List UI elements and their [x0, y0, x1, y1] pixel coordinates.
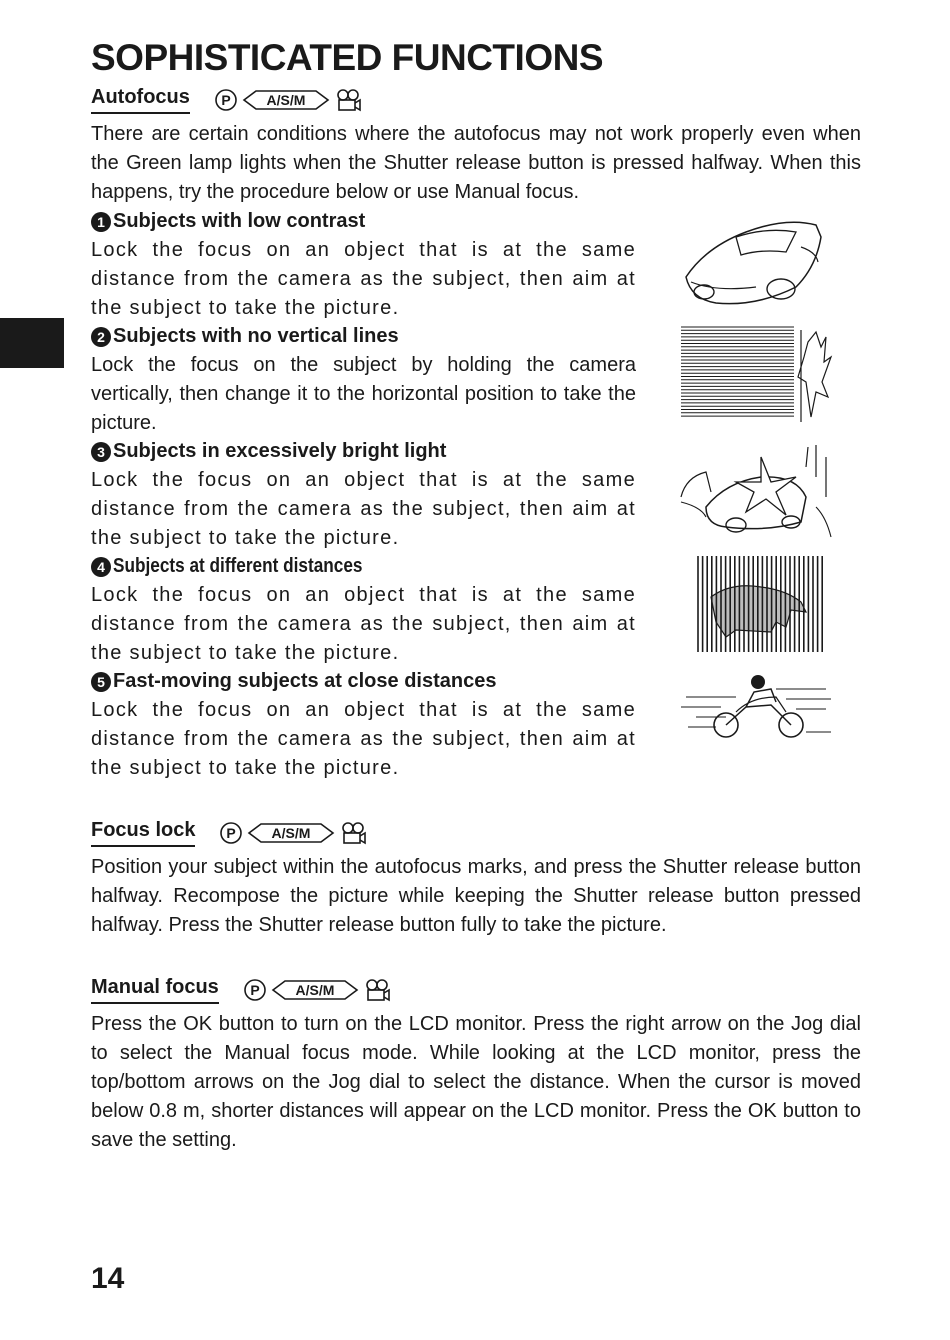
p-mode-icon — [219, 821, 243, 845]
svg-text:P: P — [226, 825, 237, 841]
caged-tiger-illustration — [676, 552, 836, 664]
manual-focus-header — [91, 970, 861, 1004]
subject-heading — [91, 437, 636, 466]
svg-text:A/S/M: A/S/M — [266, 92, 306, 108]
sports-car-illustration — [676, 207, 836, 319]
svg-text:A/S/M: A/S/M — [295, 982, 335, 998]
svg-text:A/S/M: A/S/M — [272, 825, 311, 841]
horizontal-lines-illustration — [676, 322, 836, 434]
focus-lock-title: Focus lock — [91, 818, 195, 847]
number-badge: 2 — [91, 327, 111, 347]
subject-heading-text: Subjects at different distances — [113, 555, 363, 577]
subject-item — [91, 207, 861, 322]
subject-text: Lock the focus on an object that is at the same distance from the camera as the subject, then aim at the subject to take the picture. — [91, 699, 636, 779]
page-content — [91, 36, 861, 1155]
subject-heading — [91, 207, 636, 236]
subject-heading-text: Subjects in excessively bright light — [113, 440, 447, 462]
bright-light-car-illustration — [676, 437, 836, 549]
subject-heading-text: Fast-moving subjects at close distances — [113, 670, 497, 692]
mode-icons — [219, 821, 367, 847]
movie-camera-icon — [334, 88, 362, 112]
subject-heading-text: Subjects with no vertical lines — [113, 325, 399, 347]
manual-focus-text: Press the OK button to turn on the LCD monitor. Press the right arrow on the Jog dial to select the Manual focus mode. While looking at the LCD monitor, press the top/bottom arrows on the Jog dial to select the distance. When the cursor is moved below 0.8 m, shorter distances will appear on the LCD monitor. Press the OK button to save the setting. — [91, 1013, 861, 1151]
page-number: 14 — [91, 1262, 125, 1295]
subject-heading — [91, 667, 636, 696]
motorcycle-illustration — [676, 667, 836, 779]
autofocus-header — [91, 80, 861, 114]
subject-item — [91, 437, 861, 552]
p-mode-icon — [243, 978, 267, 1002]
movie-camera-icon — [363, 978, 391, 1002]
subject-text: Lock the focus on the subject by holding the camera vertically, then change it to the horizontal position to take the picture. — [91, 354, 636, 434]
subject-item — [91, 552, 861, 667]
p-mode-icon — [214, 88, 238, 112]
svg-text:P: P — [221, 92, 231, 108]
focus-lock-text: Position your subject within the autofocus marks, and press the Shutter release button halfway. Recompose the picture while keeping the Shutter release button pressed halfway. Press the Shutter release button fully to take the picture. — [91, 856, 861, 936]
subject-heading-text: Subjects with low contrast — [113, 210, 366, 232]
manual-focus-title: Manual focus — [91, 975, 219, 1004]
mode-icons — [214, 88, 362, 114]
asm-mode-icon — [242, 88, 330, 112]
subject-heading — [91, 322, 636, 351]
number-badge: 5 — [91, 672, 111, 692]
subject-text: Lock the focus on an object that is at the same distance from the camera as the subject, then aim at the subject to take the picture. — [91, 239, 636, 319]
focus-lock-header — [91, 813, 861, 847]
asm-mode-icon — [247, 821, 335, 845]
page-title: SOPHISTICATED FUNCTIONS — [91, 37, 603, 78]
chapter-tab — [0, 318, 64, 368]
svg-text:P: P — [250, 982, 260, 998]
subject-text: Lock the focus on an object that is at the same distance from the camera as the subject, then aim at the subject to take the picture. — [91, 469, 636, 549]
autofocus-intro: There are certain conditions where the autofocus may not work properly even when the Green lamp lights when the Shutter release button is pressed halfway. When this happens, try the procedure below or use Manual focus. — [91, 123, 861, 203]
subject-item — [91, 322, 861, 437]
number-badge: 3 — [91, 442, 111, 462]
number-badge: 4 — [91, 557, 111, 577]
subject-text: Lock the focus on an object that is at the same distance from the camera as the subject, then aim at the subject to take the picture. — [91, 584, 636, 664]
mode-icons — [243, 978, 391, 1004]
subject-item — [91, 667, 861, 789]
subject-heading — [91, 552, 636, 581]
number-badge: 1 — [91, 212, 111, 232]
movie-camera-icon — [339, 821, 367, 845]
asm-mode-icon — [271, 978, 359, 1002]
autofocus-title: Autofocus — [91, 85, 190, 114]
